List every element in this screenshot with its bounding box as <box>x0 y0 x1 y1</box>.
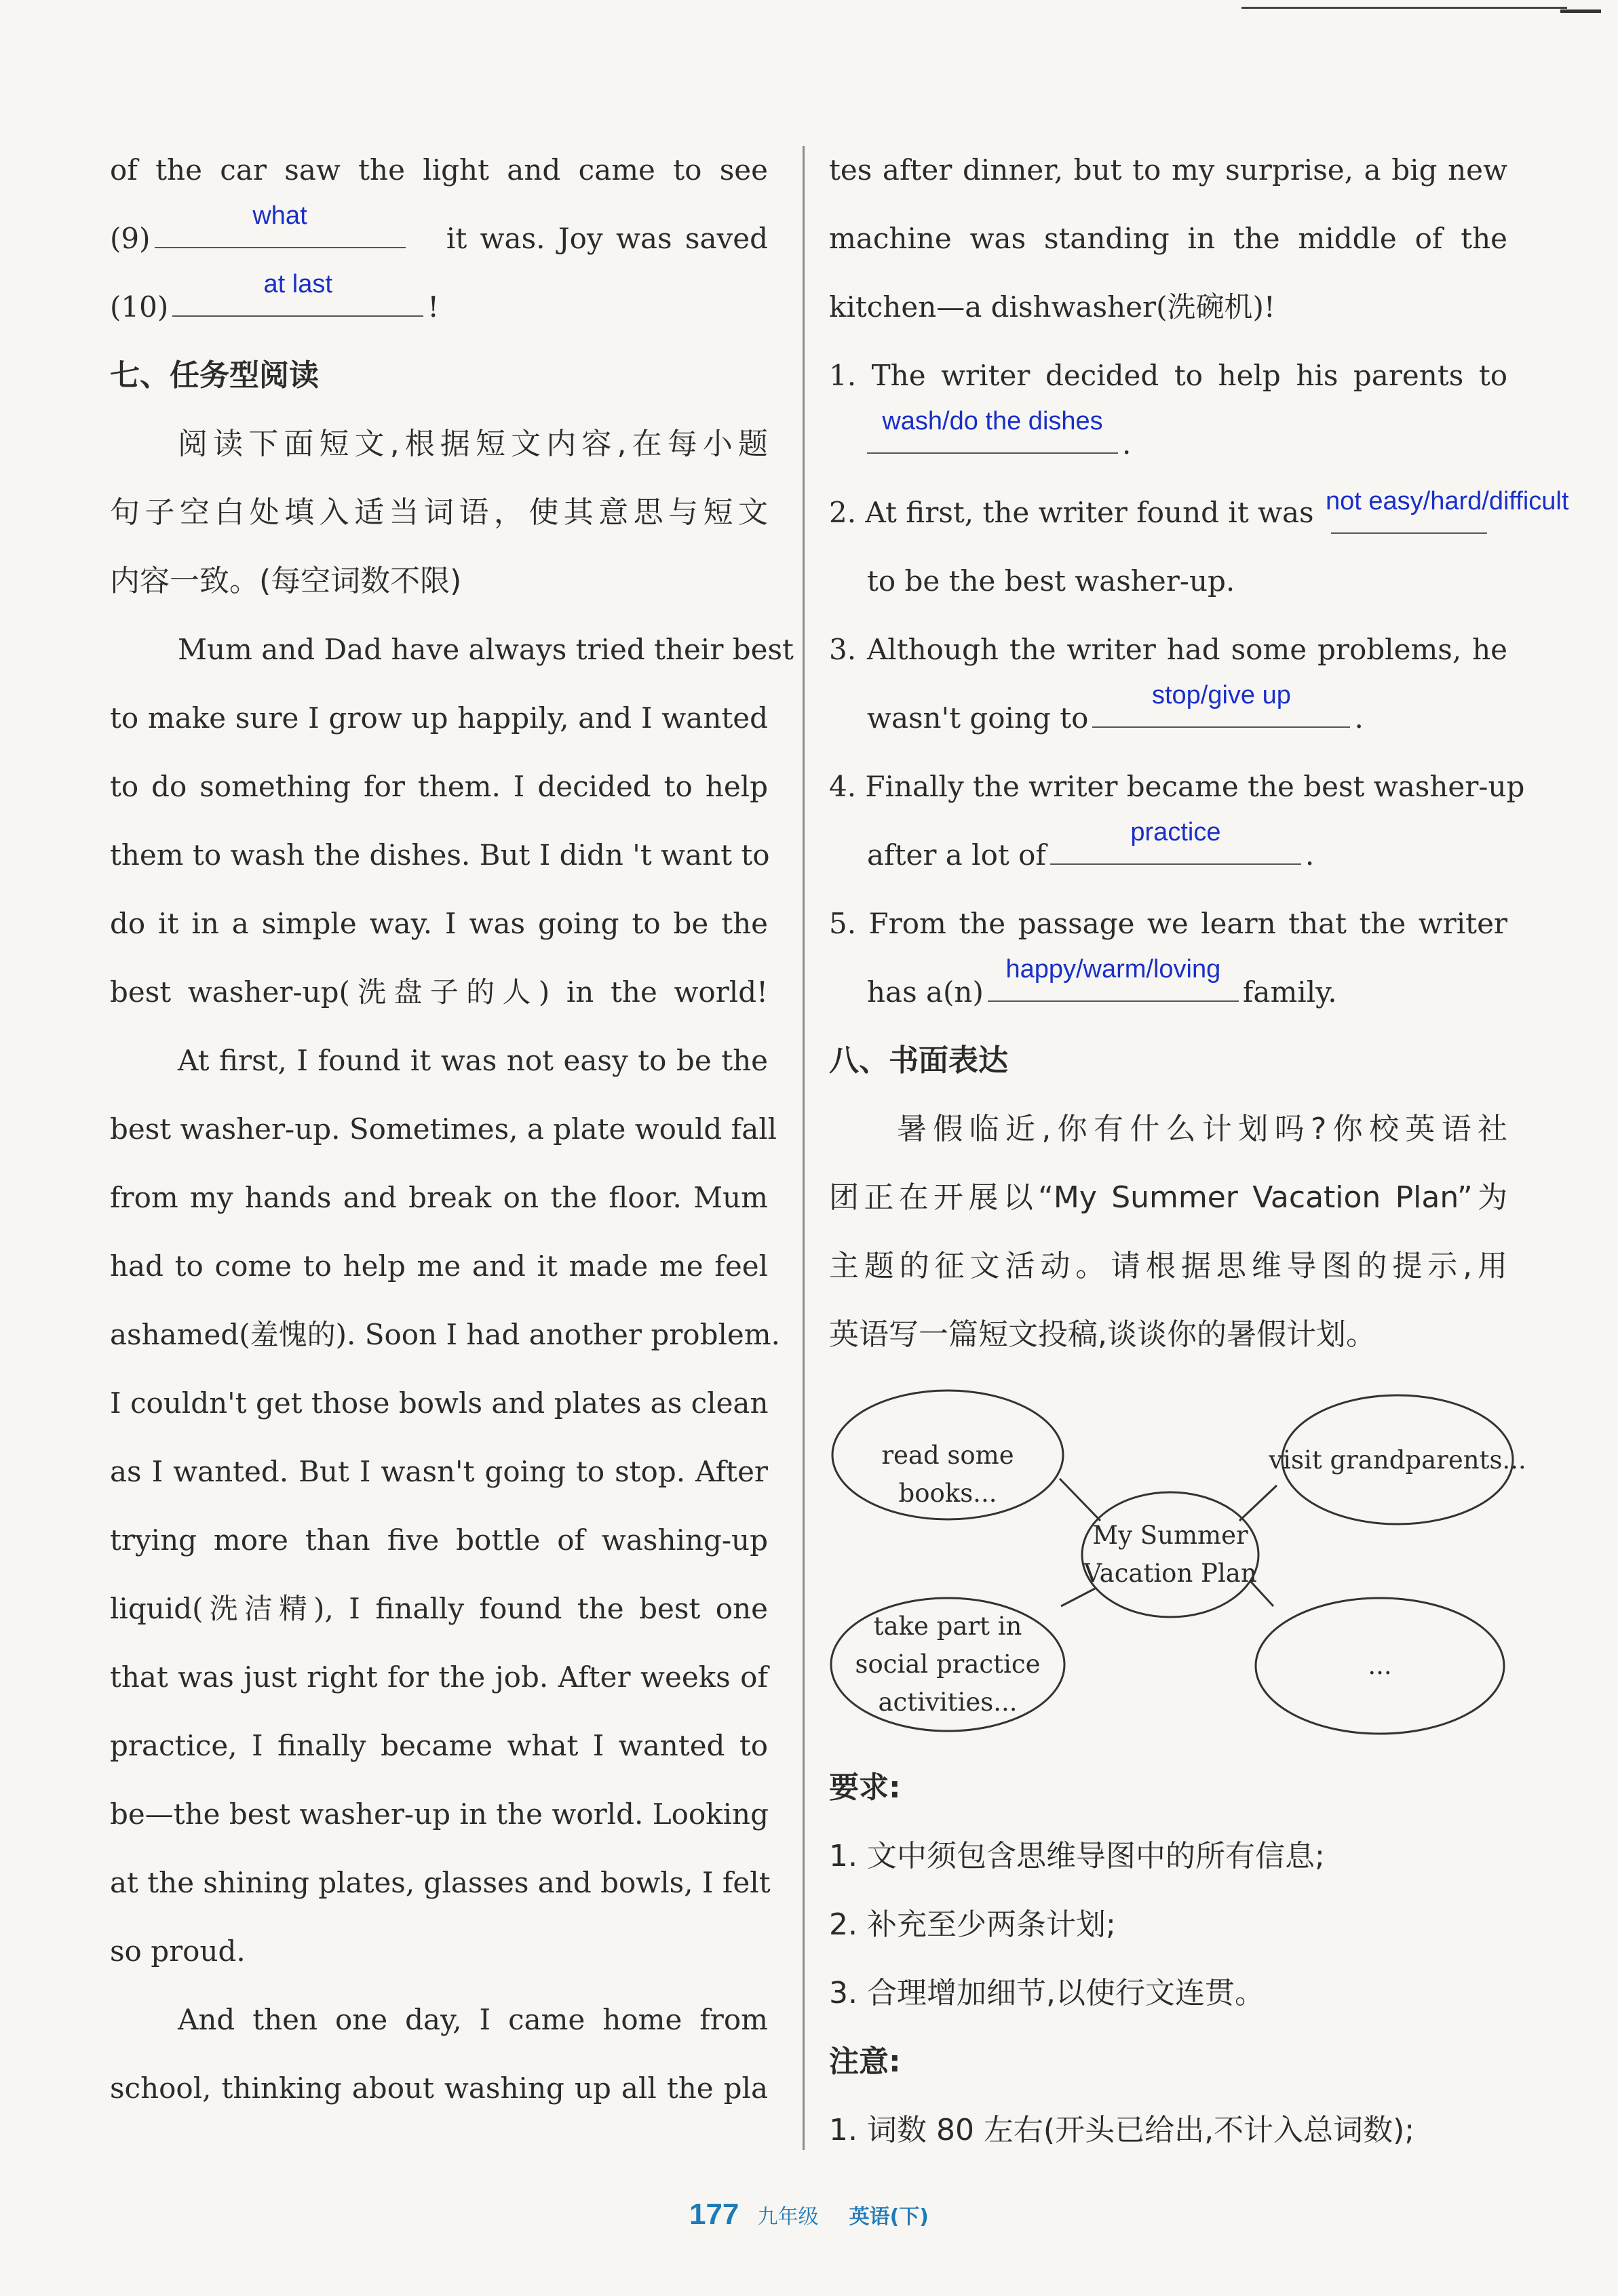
passage-line: be—the best washer-up in the world. Looking <box>110 1797 769 1831</box>
q2-text: 2. At first, the writer found it was <box>829 496 1314 529</box>
prompt-line: 英语写一篇短文投稿,谈谈你的暑假计划。 <box>829 1317 1376 1352</box>
bl-line-2: social practice <box>855 1650 1041 1679</box>
prompt-line: 暑假临近,你有什么计划吗?你校英语社 <box>897 1112 1507 1146</box>
bl-line-3: activities... <box>878 1688 1018 1717</box>
connector-line <box>1239 1485 1277 1521</box>
left-column <box>110 136 794 2122</box>
q4-pre: after a lot of <box>867 838 1046 872</box>
prompt-line: 主题的征文活动。请根据思维导图的提示,用 <box>829 1249 1507 1283</box>
question-3-text: 3. Although the writer had some problems, he <box>829 633 1507 666</box>
passage-line: them to wash the dishes. But I didn 't want to <box>110 838 770 872</box>
node-center-label <box>1082 1517 1258 1593</box>
passage-line: school, thinking about washing up all the pla <box>110 2071 768 2105</box>
requirements-title: 要求: <box>829 1770 901 1805</box>
page-footer <box>0 2198 1618 2232</box>
q4-answer: practice <box>1130 818 1221 847</box>
right-column <box>829 136 1569 1369</box>
q1-blank <box>867 407 1118 454</box>
instruction-line: 阅读下面短文,根据短文内容,在每小题 <box>178 427 768 461</box>
passage-line: from my hands and break on the floor. Mum <box>110 1181 768 1214</box>
q3-blank <box>1092 681 1350 728</box>
requirement-item: 2. 补充至少两条计划; <box>829 1907 1116 1942</box>
passage-line: kitchen—a dishwasher(洗碗机)! <box>829 290 1275 324</box>
q1-answer: wash/do the dishes <box>882 407 1103 435</box>
requirement-item: 1. 文中须包含思维导图中的所有信息; <box>829 1839 1325 1873</box>
passage-line: trying more than five bottle of washing-up <box>110 1523 768 1557</box>
note-item: 1. 词数 80 左右(开头已给出,不计入总词数); <box>829 2113 1415 2147</box>
passage-line: as I wanted. But I wasn't going to stop. After <box>110 1455 768 1488</box>
node-bottom-right-label: ... <box>1368 1651 1392 1680</box>
node-bottom-left-label <box>839 1608 1056 1721</box>
question-2-text <box>829 478 1569 547</box>
q10-number: (10) <box>110 290 169 324</box>
q2-answer: not easy/hard/difficult <box>1326 487 1569 515</box>
question-1-text: 1. The writer decided to help his parents to <box>829 359 1507 392</box>
q9-number: (9) <box>110 222 151 255</box>
node-top-right-label: visit grandparents... <box>1269 1445 1526 1475</box>
page-number: 177 <box>689 2198 739 2231</box>
question-5-text: 5. From the passage we learn that the writer <box>829 907 1507 940</box>
column-divider <box>803 146 805 2150</box>
passage-line: practice, I finally became what I wanted to <box>110 1729 768 1762</box>
grade-label: 九年级 <box>757 2205 819 2229</box>
q3-pre: wasn't going to <box>867 701 1089 735</box>
q10-blank <box>172 270 423 317</box>
q5-blank <box>988 955 1239 1002</box>
instruction-line: 内容一致。(每空词数不限) <box>110 564 462 598</box>
passage-line: to do something for them. I decided to help <box>110 770 768 803</box>
section-7-title: 七、任务型阅读 <box>110 358 319 393</box>
passage-line: that was just right for the job. After weeks of <box>110 1660 768 1694</box>
passage-line: I couldn't get those bowls and plates as clean <box>110 1386 769 1420</box>
passage-line: tes after dinner, but to my surprise, a big new <box>829 153 1507 187</box>
q5-pre: has a(n) <box>867 975 984 1009</box>
instruction-line: 句子空白处填入适当词语，使其意思与短文 <box>110 495 768 530</box>
top-rule <box>1241 7 1567 9</box>
q3-answer: stop/give up <box>1151 681 1291 709</box>
question-3-answer-line: wasn't going to stop/give up . <box>829 684 1507 752</box>
question-4-text: 4. Finally the writer became the best washer-up <box>829 770 1525 803</box>
q9-blank <box>155 201 406 248</box>
center-line-2: Vacation Plan <box>1083 1559 1257 1588</box>
q4-blank <box>1050 818 1301 865</box>
passage-line: best washer-up. Sometimes, a plate would fall <box>110 1112 777 1146</box>
q10-answer: at last <box>263 270 332 298</box>
passage-line: ashamed(羞愧的). Soon I had another problem. <box>110 1318 780 1351</box>
prompt-line: 团正在开展以“My Summer Vacation Plan”为 <box>829 1180 1507 1215</box>
section-8-title: 八、书面表达 <box>829 1043 1008 1078</box>
passage-line: to make sure I grow up happily, and I wanted <box>110 701 768 735</box>
q9-answer: what <box>252 201 307 230</box>
question-5-answer-line <box>829 955 1507 1026</box>
passage-line: of the car saw the light and came to see <box>110 153 768 187</box>
passage-line: so proud. <box>110 1934 246 1968</box>
question-2-cont: to be the best washer-up. <box>867 564 1235 598</box>
top-rule-mark <box>1560 9 1601 13</box>
mind-map <box>829 1377 1526 1743</box>
passage-line: do it in a simple way. I was going to be the <box>110 907 768 940</box>
q2-blank <box>1326 487 1569 534</box>
passage-line: Mum and Dad have always tried their best <box>178 633 794 666</box>
q5-post: family. <box>1242 975 1337 1009</box>
notes-title: 注意: <box>829 2044 901 2079</box>
requirement-item: 3. 合理增加细节,以使行文连贯。 <box>829 1976 1265 2010</box>
bl-line-1: take part in <box>873 1612 1022 1641</box>
passage-line: At first, I found it was not easy to be the <box>178 1044 768 1077</box>
question-4-answer-line: after a lot of practice . <box>829 821 1507 889</box>
center-line-1: My Summer <box>1092 1521 1248 1550</box>
connector-line <box>1060 1479 1100 1521</box>
subject-label: 英语(下) <box>849 2205 929 2229</box>
passage-line: at the shining plates, glasses and bowls, I felt <box>110 1866 771 1899</box>
node-top-left-label: read some books... <box>881 1441 1014 1508</box>
q9-post: it was. Joy was saved <box>446 222 768 255</box>
passage-line: And then one day, I came home from <box>178 2003 768 2036</box>
question-1-answer-line: wash/do the dishes . <box>829 410 1507 478</box>
passage-line: liquid(洗洁精), I finally found the best one <box>110 1592 768 1625</box>
passage-line: best washer-up(洗盘子的人) in the world! <box>110 975 768 1009</box>
passage-line: machine was standing in the middle of the <box>829 222 1507 255</box>
passage-line: had to come to help me and it made me feel <box>110 1249 768 1283</box>
question-10 <box>110 270 768 341</box>
q5-answer: happy/warm/loving <box>1005 955 1221 984</box>
requirements-block <box>829 1753 1507 2164</box>
q10-post: ! <box>427 290 440 324</box>
